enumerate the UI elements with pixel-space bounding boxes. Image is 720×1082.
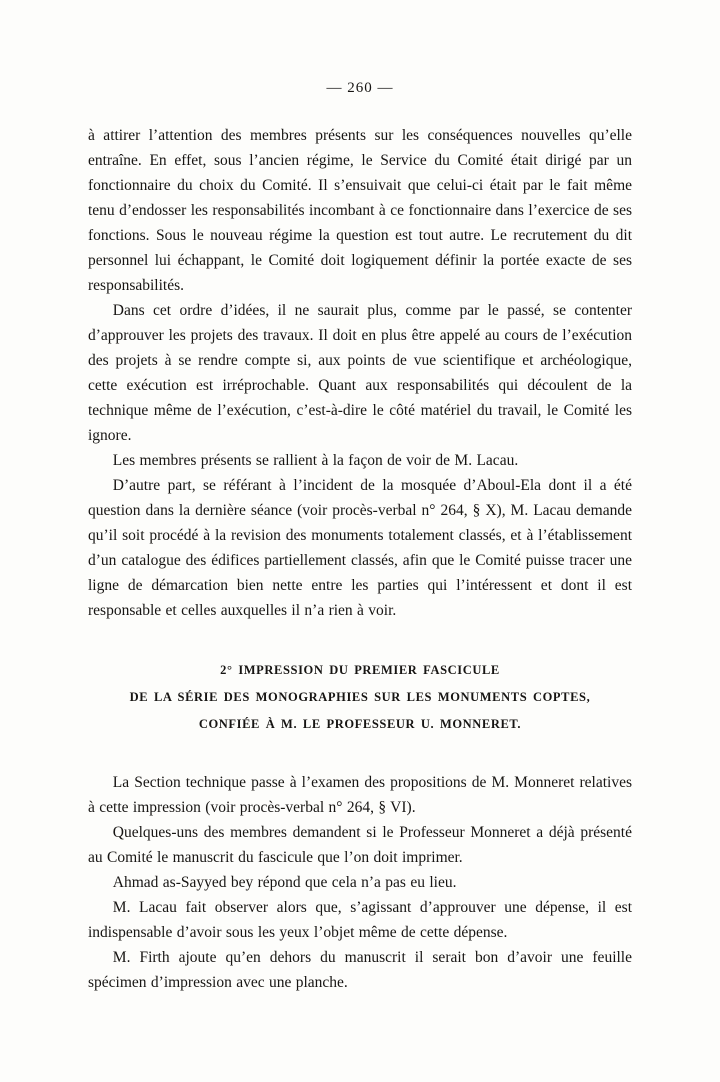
page-number: — 260 — bbox=[326, 80, 394, 96]
section-heading bbox=[88, 657, 632, 738]
paragraph: D’autre part, se référant à l’incident de la mosquée d’Aboul-Ela dont il a été question dans la dernière séance (voir procès-verbal n° 264, § X), M. Lacau demande qu’il soit procédé à la revision des monuments totalement classés, et à l’établissement d’un catalogue des édifices partiellement classés, afin que le Comité puisse tracer une ligne de démarcation bien nette entre les parties qui l’intéressent et dont il est responsable et celles auxquelles il n’a rien à voir. bbox=[88, 477, 632, 619]
heading-line: CONFIÉE À M. LE PROFESSEUR U. MONNERET. bbox=[198, 717, 522, 731]
paragraph: La Section technique passe à l’examen des propositions de M. Monneret relatives à cette impression (voir procès-verbal n° 264, § VI). bbox=[88, 774, 632, 816]
paragraph: Les membres présents se rallient à la façon de voir de M. Lacau. bbox=[112, 452, 519, 469]
paragraph: Quelques-uns des membres demandent si le Professeur Monneret a déjà présenté au Comité le manuscrit du fascicule que l’on doit imprimer. bbox=[88, 824, 632, 866]
text-block bbox=[88, 123, 632, 995]
heading-line: 2° IMPRESSION DU PREMIER FASCICULE bbox=[220, 663, 500, 677]
paragraph: Dans cet ordre d’idées, il ne saurait plus, comme par le passé, se contenter d’approuver les projets des travaux. Il doit en plus être appelé au cours de l’exécution des projets à se rendre compte si, aux points de vue scientifique et archéologique, cette exécution est irréprochable. Quant aux responsabilités qui découlent de la technique même de l’exécution, c’est-à-dire le côté matériel du travail, le Comité les ignore. bbox=[88, 302, 632, 444]
heading-line: DE LA SÉRIE DES MONOGRAPHIES SUR LES MONUMENTS COPTES, bbox=[129, 690, 591, 704]
paragraph: à attirer l’attention des membres présents sur les conséquences nouvelles qu’elle entraîne. En effet, sous l’ancien régime, le Service du Comité était dirigé par un fonctionnaire du choix du Comité. Il s’ensuivait que celui-ci était par le fait même tenu d’endosser les responsabilités incombant à ce fonctionnaire dans l’exercice de ses fonctions. Sous le nouveau régime la question est tout autre. Le recrutement du dit personnel lui échappant, le Comité doit logiquement définir la portée exacte de ses responsabilités. bbox=[88, 127, 632, 294]
paragraph: M. Firth ajoute qu’en dehors du manuscrit il serait bon d’avoir une feuille spécimen d’impression avec une planche. bbox=[88, 949, 632, 991]
paragraph: Ahmad as-Sayyed bey répond que cela n’a pas eu lieu. bbox=[112, 874, 457, 891]
paragraph: M. Lacau fait observer alors que, s’agissant d’approuver une dépense, il est indispensable d’avoir sous les yeux l’objet même de cette dépense. bbox=[88, 899, 632, 941]
